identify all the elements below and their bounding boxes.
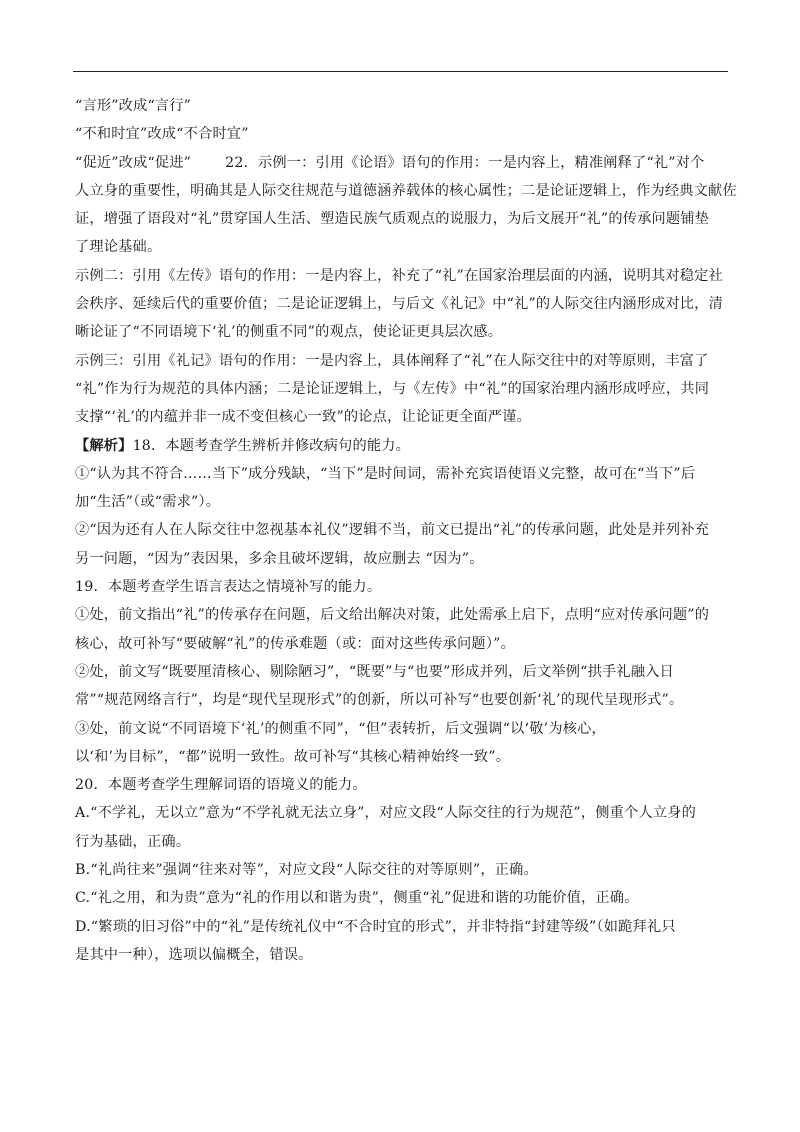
text-line xyxy=(75,262,727,290)
text: C.“礼之用，和为贵”意为“礼的作用以和谐为贵”，侧重“礼”促进和谐的功能价值，正确。 xyxy=(75,890,639,907)
text-line xyxy=(75,941,727,969)
text-line xyxy=(75,403,727,431)
text: 18．本题考查学生辨析并修改病句的能力。 xyxy=(132,437,410,454)
text-line xyxy=(75,375,727,403)
text: B.“礼尚往来”强调“往来对等”，对应文段“人际交往的对等原则”，正确。 xyxy=(75,862,538,879)
text: D.“繁琐的旧习俗”中的“礼”是传统礼仪中“不合时宜的形式”，并非特指“封建等级”（如跪拜礼只 xyxy=(75,918,676,935)
text-line xyxy=(75,177,737,205)
text-line xyxy=(75,828,727,856)
text-line xyxy=(75,771,727,799)
text-line xyxy=(75,516,727,544)
text: 示例二：引用《左传》语句的作用：一是内容上，补充了“礼”在国家治理层面的内涵，说明其对稳定社 xyxy=(75,267,723,284)
text: “不和时宜”改成“不合时宜” xyxy=(75,126,249,143)
text: ②“因为还有人在人际交往中忽视基本礼仪”逻辑不当，前文已提出“礼”的传承问题，此处是并列补充 xyxy=(75,522,710,539)
text-line xyxy=(75,884,727,912)
text-line xyxy=(75,715,727,743)
text: ①“认为其不符合……当下”成分残缺，“当下”是时间词，需补充宾语使语义完整，故可在“当下”后 xyxy=(75,465,696,482)
text-line xyxy=(75,460,727,488)
text-line xyxy=(75,601,727,629)
text-line xyxy=(75,347,727,375)
text: 常”“规范网络言行”，均是“现代呈现形式”的创新，所以可补写“也要创新‘礼’的现代呈现形式”。 xyxy=(75,692,684,709)
text-line xyxy=(75,233,727,261)
text: 示例三：引用《礼记》语句的作用：一是内容上，具体阐释了“礼”在人际交往中的对等原则，丰富了 xyxy=(75,352,709,369)
analysis-label: 【解析】 xyxy=(75,437,133,454)
analysis-line xyxy=(75,432,727,460)
text: A.“不学礼，无以立”意为“不学礼就无法立身”，对应文段“人际交往的行为规范”，侧重个人立身的 xyxy=(75,805,696,822)
text-line xyxy=(75,205,727,233)
text-line xyxy=(75,799,727,827)
text: 另一问题，“因为”表因果，多余且破坏逻辑，故应删去 “因为”。 xyxy=(75,550,484,567)
text-line xyxy=(75,630,727,658)
text-line xyxy=(75,686,727,714)
text: 晰论证了“不同语境下‘礼’的侧重不同”的观点，使论证更具层次感。 xyxy=(75,324,503,341)
text: 20．本题考查学生理解词语的语境义的能力。 xyxy=(75,777,367,794)
text-line xyxy=(75,573,727,601)
text: 以‘和’为目标”，“都”说明一致性。故可补写“其核心精神始终一致”。 xyxy=(75,748,511,765)
answer-content xyxy=(75,92,737,969)
text: “言形”改成“言行” xyxy=(75,98,192,114)
text-line xyxy=(75,545,727,573)
text: “礼”作为行为规范的具体内涵；二是论证逻辑上，与《左传》中“礼”的国家治理内涵形成呼应，共同 xyxy=(75,380,710,397)
text-line xyxy=(75,318,727,346)
text-line xyxy=(75,913,727,941)
text: ③处，前文说“不同语境下‘礼’的侧重不同”，“但”表转折，后文强调“以‘敬’为核心， xyxy=(75,720,606,737)
correction-line xyxy=(75,92,727,120)
correction-line xyxy=(75,149,727,177)
text: 人立身的重要性，明确其是人际交往规范与道德涵养载体的核心属性；二是论证逻辑上，作为经典文献佐 xyxy=(75,182,737,199)
header-rule xyxy=(73,71,728,72)
text-line xyxy=(75,658,727,686)
text: 支撑“‘礼’的内蕴并非一成不变但核心一致”的论点，让论证更全面严谨。 xyxy=(75,409,531,426)
text: 核心，故可补写“要破解“礼”的传承难题（或：面对这些传承问题）”。 xyxy=(75,635,515,652)
text-line xyxy=(75,856,727,884)
text: 了理论基础。 xyxy=(75,239,162,256)
text: 19．本题考查学生语言表达之情境补写的能力。 xyxy=(75,579,382,596)
text-line xyxy=(75,743,727,771)
text: 是其中一种），选项以偏概全，错误。 xyxy=(75,946,313,963)
text: 证，增强了语段对“礼”贯穿国人生活、塑造民族气质观点的说服力，为后文展开“礼”的传承问题铺垫 xyxy=(75,211,710,228)
correction-line xyxy=(75,120,727,148)
q22-answer-start: 22．示例一：引用《论语》语句的作用：一是内容上，精准阐释了“礼”对个 xyxy=(225,154,705,171)
text: 会秩序、延续后代的重要价值；二是论证逻辑上，与后文《礼记》中“礼”的人际交往内涵形成对比，清 xyxy=(75,296,723,313)
text: “促近”改成“促进” xyxy=(75,154,192,171)
text: ②处，前文写“既要厘清核心、剔除陋习”，“既要”与“也要”形成并列，后文举例“拱手礼融入日 xyxy=(75,663,674,680)
text: ①处，前文指出“礼”的传承存在问题，后文给出解决对策，此处需承上启下，点明“应对传承问题”的 xyxy=(75,607,710,624)
text: 行为基础，正确。 xyxy=(75,833,191,850)
text: 加“生活”（或“需求”）。 xyxy=(75,494,221,511)
text-line xyxy=(75,290,727,318)
text-line xyxy=(75,488,727,516)
